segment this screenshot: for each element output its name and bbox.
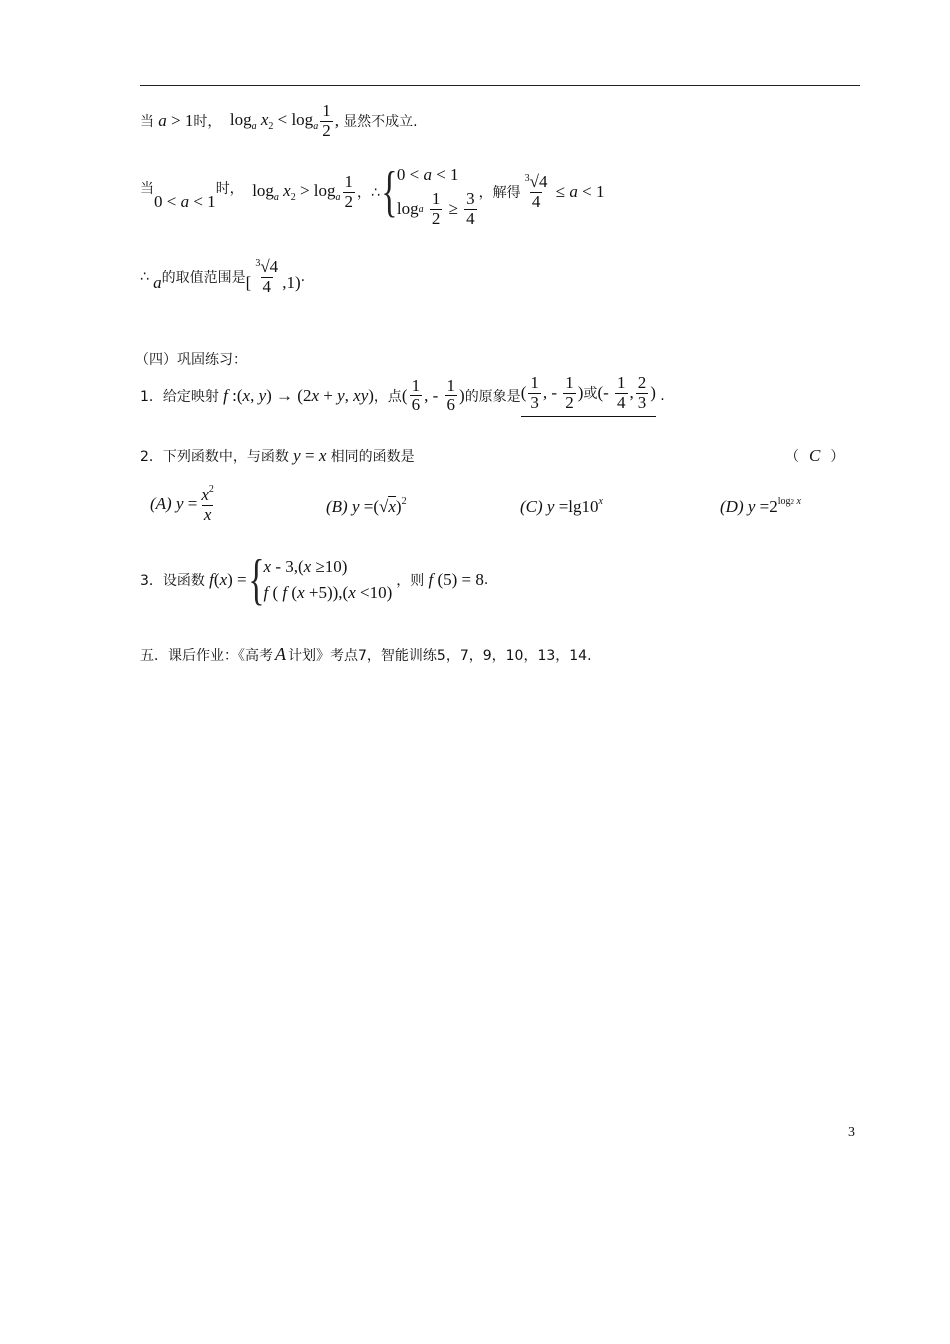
q2-answer-bracket: （ C ） <box>785 446 845 465</box>
homework-text-1: 五．课后作业：《高考 <box>140 647 273 664</box>
question-2 <box>140 446 415 466</box>
text-period-3: . <box>300 269 306 286</box>
q2-option-b: (B) $y =(√x)^2$ <box>326 496 407 516</box>
text-not-hold: 显然不成立. <box>343 114 418 131</box>
text-range-is: 的取值范围是 <box>161 270 246 287</box>
page-number: 3 <box>848 1125 855 1140</box>
line-case-a-gt-1: 当 a > 1 时， $\log_a x_2 < \log_a$ $\frac{1}{2}$ , 显然不成立. <box>140 101 418 140</box>
math-le-a-lt-1: ≤ a < 1 <box>551 182 605 201</box>
option-d-label: (D) <box>720 496 744 516</box>
text-dang-2: 当 <box>140 181 154 197</box>
homework-text-2: 计划》考点7，智能训练5，7，9，10，13，14. <box>288 647 592 664</box>
math-log-ineq: $\log_a x_2 < \log_a$ <box>221 110 319 133</box>
q3-end: . <box>483 572 489 588</box>
option-b-label: (B) <box>326 496 348 516</box>
section-five-homework: 五．课后作业：《高考 A 计划》考点7，智能训练5，7，9，10，13，14. <box>140 644 592 664</box>
q2-option-d: (D) $y =2^{log2 x}$ <box>720 496 801 516</box>
text-solve: ，解得 <box>478 185 521 201</box>
text-shi: 时， <box>193 114 222 131</box>
line-range: ∴ a 的取值范围是 [ $\frac{^3√4}{4}$ ,1) . <box>140 257 306 296</box>
system-of-inequalities: 0 < a < 1 log a $\frac{1}{2}$ ≥ $\frac{3}{4}$ <box>396 165 475 228</box>
piecewise-function: x - 3,( x ≥10) f ( f ( x +5)),( x <10) <box>263 557 393 602</box>
left-brace: { <box>381 161 398 223</box>
q1-number-text: 1．给定映射 <box>140 388 219 405</box>
line-case-a-lt-1 <box>140 158 604 226</box>
q1-or: 或 <box>583 386 598 403</box>
q3-answer: 8 <box>475 570 484 589</box>
text-dang: 当 <box>140 114 154 131</box>
section-four-title: （四）巩固练习： <box>135 352 247 368</box>
q2-answer: C <box>809 446 821 465</box>
q2-option-c: (C) $y =\lg 10^x$ <box>520 496 603 516</box>
math-mapping: f :(x, y) → (2x + y, xy) <box>223 385 374 405</box>
q2-number-text: 2．下列函数中，与函数 <box>140 449 289 465</box>
q1-preimage-text: 的原象是 <box>464 388 521 405</box>
fraction-range-lower: $\frac{^3√4}{4}$ <box>255 257 279 296</box>
option-a-label: (A) <box>150 494 172 514</box>
q1-answer: ( $\frac{1}{3}$ , - $\frac{1}{2}$ ) 或 (- $\frac{1}{4}$ , $\frac{2}{3}$ ) <box>521 374 656 417</box>
question-1: 1．给定映射 f :(x, y) → (2x + y, xy) ，点 ( $\frac{1}{6}$ , - $\frac{1}{6}$ ) 的原象是 ( $\frac{1}{3}$ , - $\frac{1}{2}$ ) 或 (- $\frac{1}{4}$ , $\frac{2}{3}$ ) . <box>140 374 665 417</box>
q3-brace: { <box>248 549 265 611</box>
question-3: 3．设函数 f(x) = { x - 3,( x ≥10) f ( f ( x +5)),( x <10) ，则 f (5) = 8 . <box>140 549 489 611</box>
math-y-eq-x: y = x <box>293 446 327 465</box>
math-0-a-1: 0 < a < 1 <box>154 192 216 211</box>
text-therefore: ，∴ <box>357 185 380 201</box>
header-rule <box>140 85 860 86</box>
q2-same-text: 相同的函数是 <box>330 449 415 465</box>
q2-option-a: (A) y = $\frac{x^2}{x}$ <box>150 484 214 524</box>
fraction-one-half-2: $\frac{1}{2}$ <box>344 171 354 211</box>
q3-then-text: ，则 <box>396 573 425 589</box>
math-a-gt-1: a > 1 <box>158 111 194 131</box>
q1-point-text: ，点 <box>373 388 402 405</box>
math-log-gt: $\log_a x_2 > \log_a$ <box>243 181 341 203</box>
option-c-label: (C) <box>520 496 543 516</box>
text-shi-2: 时， <box>215 181 244 197</box>
text-therefore-3: ∴ <box>140 269 149 286</box>
fraction-one-half: $\frac{1}{2}$ <box>322 101 331 140</box>
q3-number-text: 3．设函数 <box>140 573 205 589</box>
fraction-cuberoot4-over-4: $\frac{^3√4}{4}$ <box>524 171 548 211</box>
q1-end: . <box>660 387 665 404</box>
